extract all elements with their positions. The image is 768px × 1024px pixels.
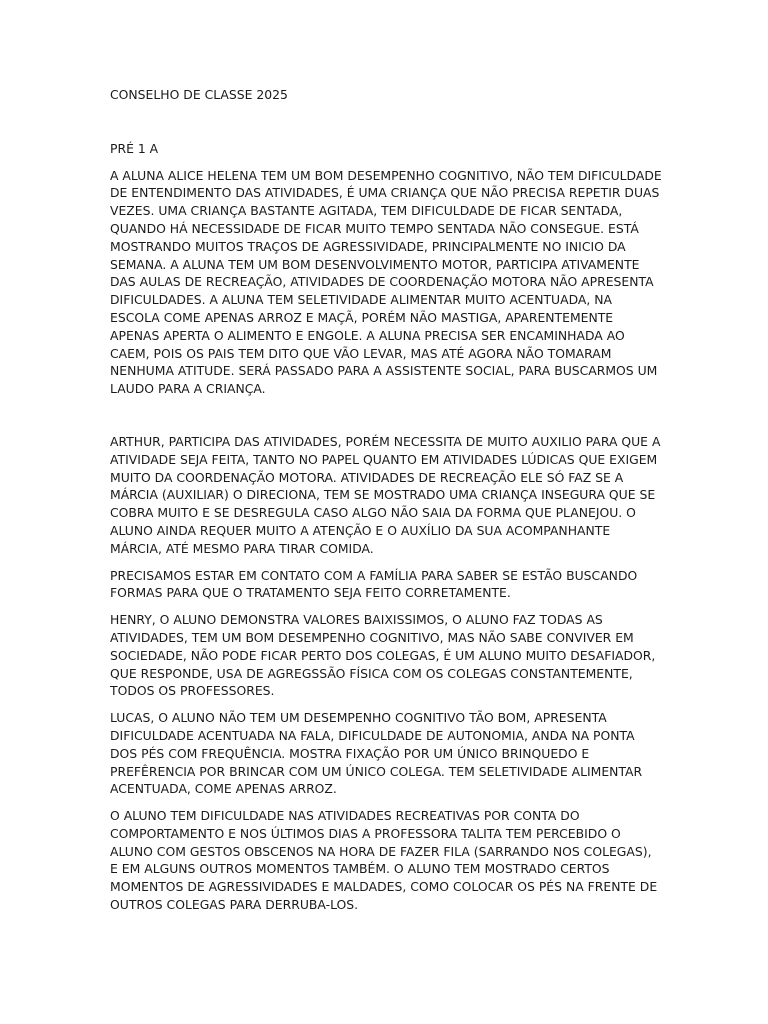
paragraph-alice: A ALUNA ALICE HELENA TEM UM BOM DESEMPENHO COGNITIVO, NÃO TEM DIFICULDADE DE ENTENDIMENTO DAS ATIVIDADES, É UMA CRIANÇA QUE NÃO PRECISA REPETIR DUAS VEZES. UMA CRIANÇA BASTANTE AGITADA, TEM DIFICULDADE DE FICAR SENTADA, QUANDO HÁ NECESSIDADE DE FICAR MUITO TEMPO SENTADA NÃO CONSEGUE. ESTÁ MOSTRANDO MUITOS TRAÇOS DE AGRESSIVIDADE, PRINCIPALMENTE NO INICIO DA SEMANA. A ALUNA TEM UM BOM DESENVOLVIMENTO MOTOR, PARTICIPA ATIVAMENTE DAS AULAS DE RECREAÇÃO, ATIVIDADES DE COORDENAÇÃO MOTORA NÃO APRESENTA DIFICULDADES. A ALUNA TEM SELETIVIDADE ALIMENTAR MUITO ACENTUADA, NA ESCOLA COME APENAS ARROZ E MAÇÃ, PORÉM NÃO MASTIGA, APARENTEMENTE APENAS APERTA O ALIMENTO E ENGOLE. A ALUNA PRECISA SER ENCAMINHADA AO CAEM, POIS OS PAIS TEM DITO QUE VÃO LEVAR, MAS ATÉ AGORA NÃO TOMARAM NENHUMA ATITUDE. SERÁ PASSADO PARA A ASSISTENTE SOCIAL, PARA BUSCARMOS UM LAUDO PARA A CRIANÇA. <box>110 167 662 397</box>
document-body <box>110 86 662 923</box>
paragraph-arthur: ARTHUR, PARTICIPA DAS ATIVIDADES, PORÉM NECESSITA DE MUITO AUXILIO PARA QUE A ATIVIDADE SEJA FEITA, TANTO NO PAPEL QUANTO EM ATIVIDADES LÚDICAS QUE EXIGEM MUITO DA COORDENAÇÃO MOTORA. ATIVIDADES DE RECREAÇÃO ELE SÓ FAZ SE A MÁRCIA (AUXILIAR) O DIRECIONA, TEM SE MOSTRADO UMA CRIANÇA INSEGURA QUE SE COBRA MUITO E SE DESREGULA CASO ALGO NÃO SAIA DA FORMA QUE PLANEJOU. O ALUNO AINDA REQUER MUITO A ATENÇÃO E O AUXÍLIO DA SUA ACOMPANHANTE MÁRCIA, ATÉ MESMO PARA TIRAR COMIDA. <box>110 433 661 556</box>
paragraph-henry: HENRY, O ALUNO DEMONSTRA VALORES BAIXISSIMOS, O ALUNO FAZ TODAS AS ATIVIDADES, TEM UM BOM DESEMPENHO COGNITIVO, MAS NÃO SABE CONVIVER EM SOCIEDADE, NÃO PODE FICAR PERTO DOS COLEGAS, É UM ALUNO MUITO DESAFIADOR, QUE RESPONDE, USA DE AGREGSSÃO FÍSICA COM OS COLEGAS CONSTANTEMENTE, TODOS OS PROFESSORES. <box>110 612 656 699</box>
paragraph-family-contact: PRECISAMOS ESTAR EM CONTATO COM A FAMÍLIA PARA SABER SE ESTÃO BUSCANDO FORMAS PARA QUE O TRATAMENTO SEJA FEITO CORRETAMENTE. <box>110 567 638 601</box>
class-heading: PRÉ 1 A <box>110 140 159 156</box>
paragraph-lucas: LUCAS, O ALUNO NÃO TEM UM DESEMPENHO COGNITIVO TÃO BOM, APRESENTA DIFICULDADE ACENTUADA NA FALA, DIFICULDADE DE AUTONOMIA, ANDA NA PONTA DOS PÉS COM FREQUÊNCIA. MOSTRA FIXAÇÃO POR UM ÚNICO BRINQUEDO E PREFÊRENCIA POR BRINCAR COM UM ÚNICO COLEGA. TEM SELETIVIDADE ALIMENTAR ACENTUADA, COME APENAS ARROZ. <box>110 710 643 797</box>
document-title: CONSELHO DE CLASSE 2025 <box>110 87 288 102</box>
paragraph-lucas-behavior: O ALUNO TEM DIFICULDADE NAS ATIVIDADES RECREATIVAS POR CONTA DO COMPORTAMENTO E NOS ÚLTIMOS DIAS A PROFESSORA TALITA TEM PERCEBIDO O ALUNO COM GESTOS OBSCENOS NA HORA DE FAZER FILA (SARRANDO NOS COLEGAS), E EM ALGUNS OUTROS MOMENTOS TAMBÉM. O ALUNO TEM MOSTRADO CERTOS MOMENTOS DE AGRESSIVIDADES E MALDADES, COMO COLOCAR OS PÉS NA FRENTE DE OUTROS COLEGAS PARA DERRUBA-LOS. <box>110 808 658 913</box>
